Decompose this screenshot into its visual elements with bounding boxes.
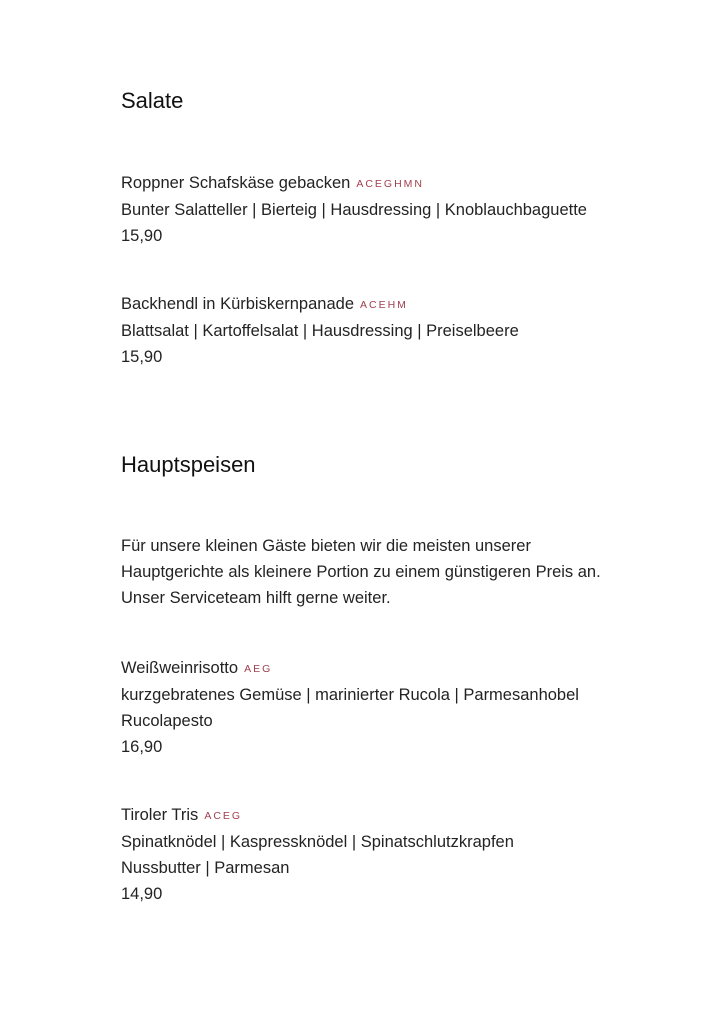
menu-item-name: Weißweinrisotto (121, 659, 239, 677)
menu-item-name-line (121, 802, 681, 829)
menu-item-description: Rucolapesto (121, 712, 213, 730)
info-note-line: Unser Serviceteam hilft gerne weiter. (121, 589, 391, 607)
allergen-codes: ACEHM (360, 299, 408, 311)
menu-item-price: 15,90 (121, 227, 163, 245)
menu-item-name-line (121, 655, 681, 682)
info-note-line: Für unsere kleinen Gäste bieten wir die meisten unserer (121, 537, 531, 555)
menu-item-name: Roppner Schafskäse gebacken (121, 174, 351, 192)
menu-item-description: Spinatknödel | Kaspressknödel | Spinatschlutzkrapfen (121, 833, 514, 851)
menu-item-description: Bunter Salatteller | Bierteig | Hausdressing | Knoblauchbaguette (121, 201, 587, 219)
menu-item-description: kurzgebratenes Gemüse | marinierter Rucola | Parmesanhobel (121, 686, 579, 704)
menu-item-name: Tiroler Tris (121, 806, 199, 824)
allergen-codes: AEG (244, 663, 273, 675)
menu-item (121, 802, 681, 907)
info-note (121, 533, 681, 611)
menu-item-name: Backhendl in Kürbiskernpanade (121, 295, 354, 313)
menu-item-price: 15,90 (121, 348, 163, 366)
menu-item-name-line (121, 170, 681, 197)
menu-item-name-line (121, 291, 681, 318)
menu-item-description: Nussbutter | Parmesan (121, 859, 290, 877)
menu-item-description: Blattsalat | Kartoffelsalat | Hausdressing | Preiselbeere (121, 322, 519, 340)
allergen-codes: ACEG (204, 810, 243, 822)
menu-item-price: 14,90 (121, 885, 163, 903)
section-title-hauptspeisen: Hauptspeisen (121, 452, 256, 477)
info-note-line: Hauptgerichte als kleinere Portion zu einem günstigeren Preis an. (121, 563, 601, 581)
menu-item (121, 170, 681, 249)
allergen-codes: ACEGHMN (356, 178, 424, 190)
menu-item-price: 16,90 (121, 738, 163, 756)
section-title-salate: Salate (121, 88, 184, 113)
menu-item (121, 655, 681, 760)
menu-item (121, 291, 681, 370)
